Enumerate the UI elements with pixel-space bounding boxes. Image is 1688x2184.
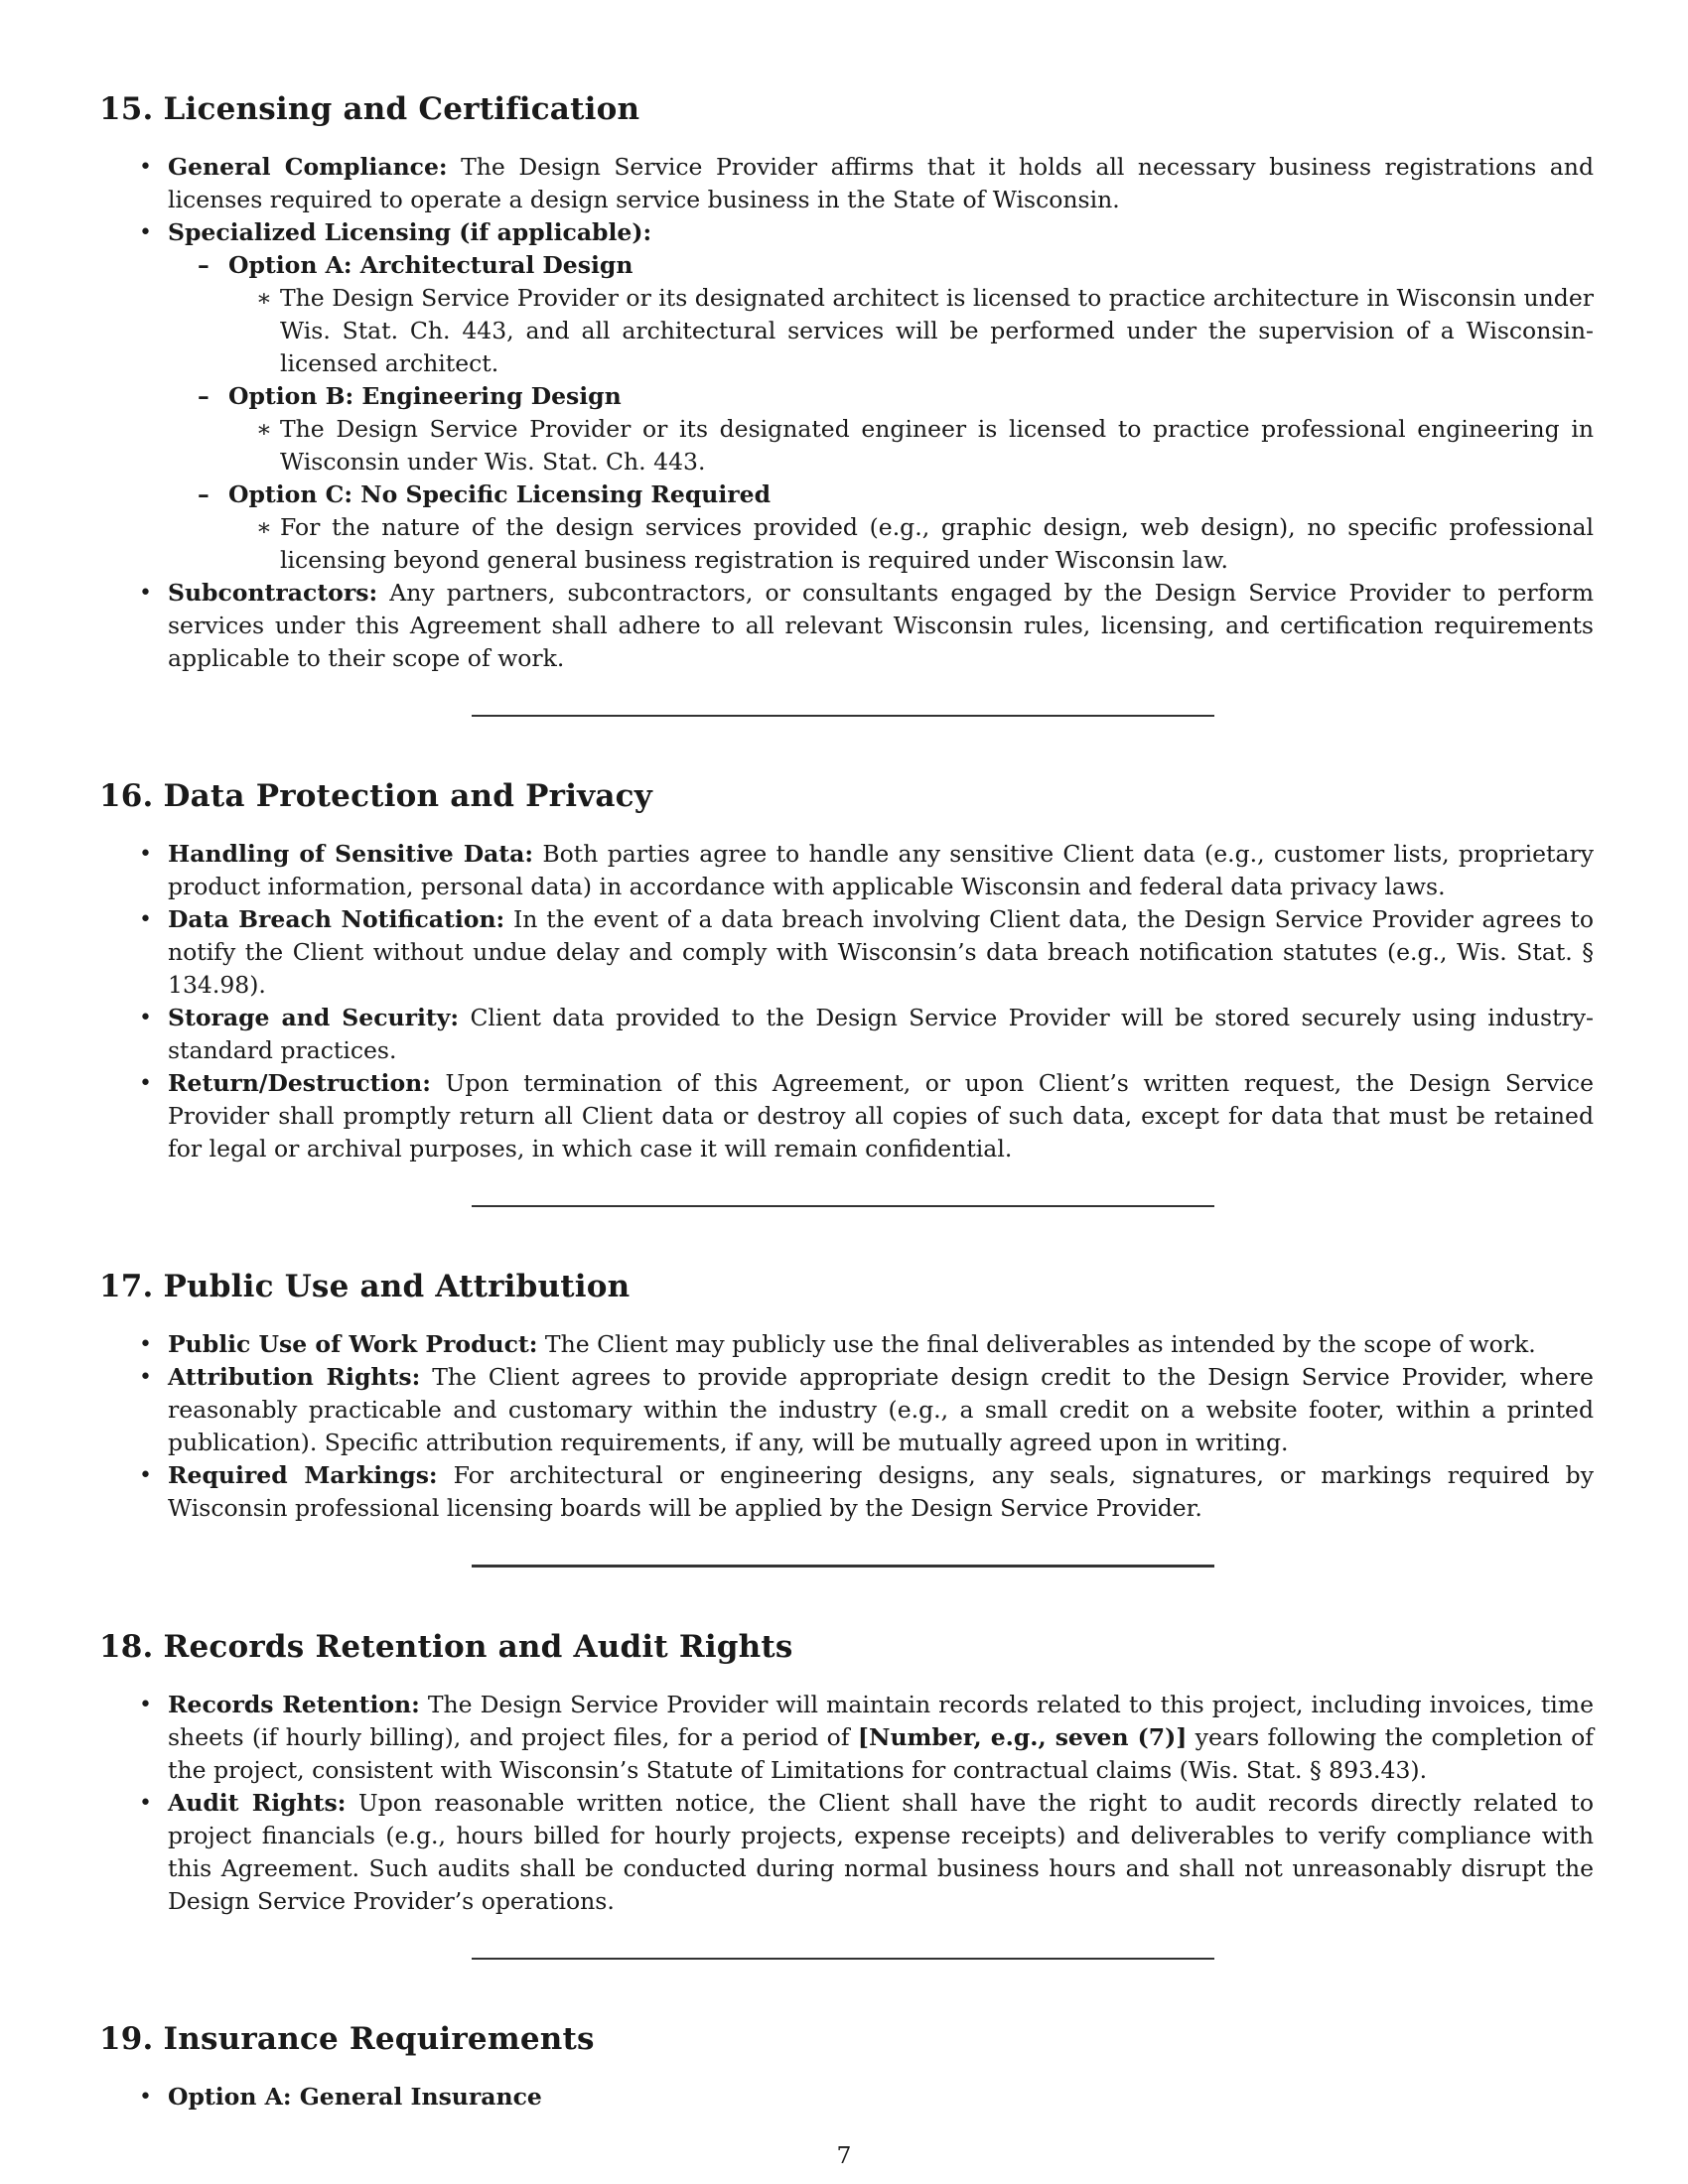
list-item: • Public Use of Work Product: The Client may publicly use the final deliverables as intended by the scope of work. xyxy=(99,1328,1594,1361)
list-item: • Option A: General Insurance xyxy=(99,2081,1594,2114)
list-item: • Subcontractors: Any partners, subcontractors, or consultants engaged by the Design Service Provider to perform services under this Agreement shall adhere to all relevant Wisconsin rules, licensing, and certification requirements applicable to their scope of work. xyxy=(99,577,1594,675)
option-item: – Option C: No Specific Licensing Required ∗ For the nature of the design services provided (e.g., graphic design, web design), no specific professional licensing beyond general business registration is required under Wisconsin law. xyxy=(168,478,1594,577)
section-heading: 19. Insurance Requirements xyxy=(99,2021,595,2057)
page-number: 7 xyxy=(836,2141,852,2169)
section-heading: 15. Licensing and Certification xyxy=(99,91,640,127)
list-item: • Required Markings: For architectural or engineering designs, any seals, signatures, or markings required by Wisconsin professional licensing boards will be applied by the Design Service Provider. xyxy=(99,1459,1594,1525)
list-item: • Audit Rights: Upon reasonable written notice, the Client shall have the right to audit records directly related to project financials (e.g., hours billed for hourly projects, expense receipts) and deliverables to verify compliance with this Agreement. Such audits shall be conducted during normal business hours and shall not unreasonably disrupt the Design Service Provider’s operations. xyxy=(99,1787,1594,1918)
list-item: • Records Retention: The Design Service Provider will maintain records related to this project, including invoices, time sheets (if hourly billing), and project files, for a period of [Number, e.g., seven (7)] years following the completion of the project, consistent with Wisconsin’s Statute of Limitations for contractual claims (Wis. Stat. § 893.43). xyxy=(99,1689,1594,1787)
section-heading: 18. Records Retention and Audit Rights xyxy=(99,1629,793,1665)
list-item: • Attribution Rights: The Client agrees to provide appropriate design credit to the Design Service Provider, where reasonably practicable and customary within the industry (e.g., a small credit on a website footer, within a printed publication). Specific attribution requirements, if any, will be mutually agreed upon in writing. xyxy=(99,1361,1594,1459)
section-heading: 17. Public Use and Attribution xyxy=(99,1269,631,1304)
placeholder-value: [Number, e.g., seven (7)] xyxy=(857,1723,1188,1751)
option-item: – Option A: Architectural Design ∗ The Design Service Provider or its designated architect is licensed to practice architecture in Wisconsin under Wis. Stat. Ch. 443, and all architectural services will be performed under the supervision of a Wisconsin-licensed architect. xyxy=(168,249,1594,380)
section-15 xyxy=(99,91,1594,717)
section-19 xyxy=(99,2021,1594,2114)
list-item: • Return/Destruction: Upon termination of this Agreement, or upon Client’s written request, the Design Service Provider shall promptly return all Client data or destroy all copies of such data, except for data that must be retained for legal or archival purposes, in which case it will remain confidential. xyxy=(99,1067,1594,1165)
section-17 xyxy=(99,1269,1594,1568)
list-item: • Storage and Security: Client data provided to the Design Service Provider will be stored securely using industry-standard practices. xyxy=(99,1002,1594,1067)
section-16 xyxy=(99,778,1594,1207)
document-page xyxy=(99,91,1594,2114)
option-item: – Option B: Engineering Design ∗ The Design Service Provider or its designated engineer is licensed to practice professional engineering in Wisconsin under Wis. Stat. Ch. 443. xyxy=(168,380,1594,478)
list-item: • Data Breach Notification: In the event of a data breach involving Client data, the Design Service Provider agrees to notify the Client without undue delay and comply with Wisconsin’s data breach notification statutes (e.g., Wis. Stat. § 134.98). xyxy=(99,903,1594,1002)
list-item: • General Compliance: The Design Service Provider affirms that it holds all necessary business registrations and licenses required to operate a design service business in the State of Wisconsin. xyxy=(99,151,1594,216)
option-detail: ∗ The Design Service Provider or its designated architect is licensed to practice architecture in Wisconsin under Wis. Stat. Ch. 443, and all architectural services will be performed under the supervision of a Wisconsin-licensed architect. xyxy=(228,282,1594,380)
list-item: • Handling of Sensitive Data: Both parties agree to handle any sensitive Client data (e.g., customer lists, proprietary product information, personal data) in accordance with applicable Wisconsin and federal data privacy laws. xyxy=(99,838,1594,903)
section-18 xyxy=(99,1629,1594,1960)
section-heading: 16. Data Protection and Privacy xyxy=(99,778,652,814)
option-detail: ∗ For the nature of the design services provided (e.g., graphic design, web design), no specific professional licensing beyond general business registration is required under Wisconsin law. xyxy=(228,511,1594,577)
list-item: • Specialized Licensing (if applicable): – Option A: Architectural Design ∗ The Design Service Provider or its designated architect is licensed to practice architecture in Wisconsin under Wis. Stat. Ch. 443, and all architectural services will be performed under the supervision of a Wisconsin-licensed architect. – Option B: Engineering Design ∗ The Design Service Provider or its designated engineer is licensed to practice professional engineering in Wisconsin under Wis. Stat. Ch. 443. – Option C: No Specific Licensing Required ∗ For the nature of the design services provided (e.g., graphic design, web design), no specific professional licensing beyond general business registration is required under Wisconsin law. xyxy=(99,216,1594,577)
option-detail: ∗ The Design Service Provider or its designated engineer is licensed to practice professional engineering in Wisconsin under Wis. Stat. Ch. 443. xyxy=(228,413,1594,478)
